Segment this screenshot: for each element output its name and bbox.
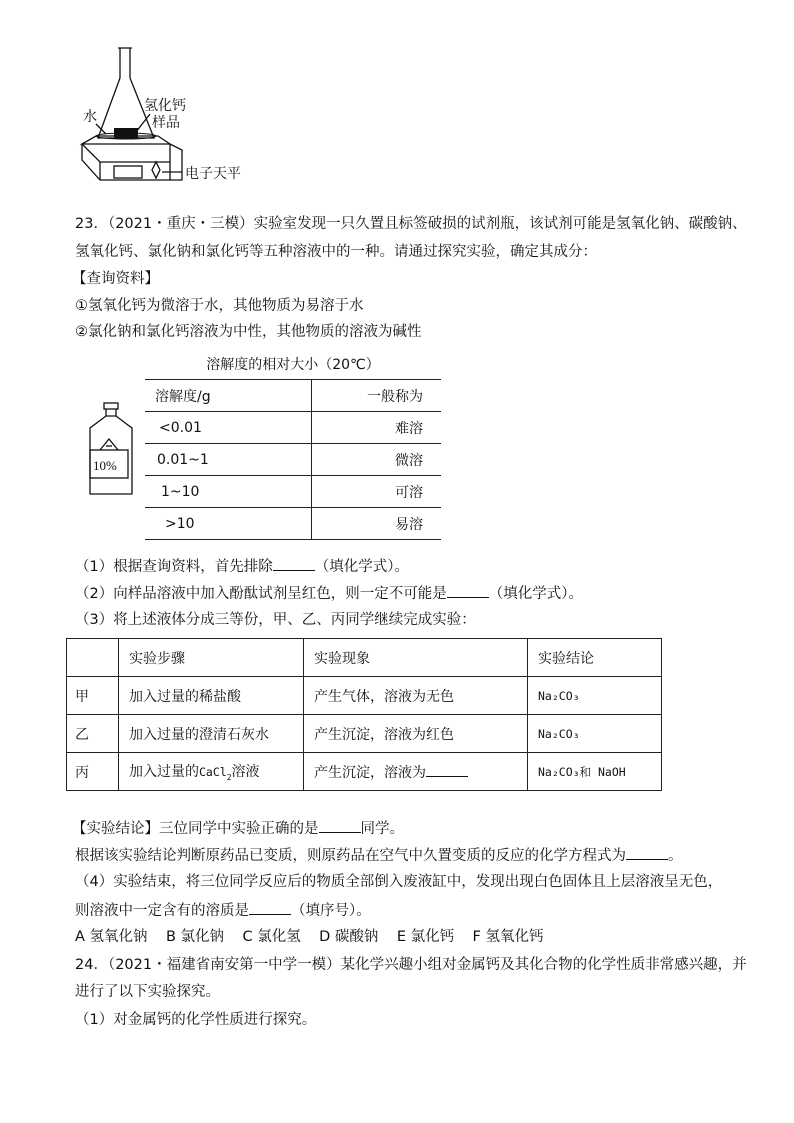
- table-cell: 加入过量的澄清石灰水: [119, 715, 304, 753]
- table-cell: 0.01~1: [145, 444, 312, 476]
- q23-conclusion-text: 【实验结论】三位同学中实验正确的是: [72, 821, 319, 837]
- table-cell: Na₂CO₃: [528, 677, 662, 715]
- reagent-bottle-figure: [86, 402, 136, 498]
- table-row: [67, 753, 662, 791]
- table-cell: Na₂CO₃: [528, 715, 662, 753]
- experiment-table: [66, 638, 662, 791]
- q23-part1: [75, 556, 409, 576]
- q23-section-data: 【查询资料】: [72, 271, 159, 287]
- table-cell: 实验现象: [304, 639, 528, 677]
- table-row: [145, 476, 441, 508]
- answer-blank[interactable]: [319, 818, 361, 833]
- table-cell: 难溶: [312, 412, 442, 444]
- table-cell: 溶解度/g: [145, 380, 312, 412]
- answer-blank[interactable]: [249, 900, 291, 915]
- table-row: [145, 444, 441, 476]
- table-cell: 实验结论: [528, 639, 662, 677]
- table-cell: <0.01: [145, 412, 312, 444]
- bottle-label: 10%: [93, 458, 117, 473]
- table-cell: 产生气体，溶液为无色: [304, 677, 528, 715]
- step-formula-subscript: 2: [226, 772, 232, 782]
- table-cell: 丙: [67, 753, 119, 791]
- step-text-suffix: 溶液: [231, 764, 260, 781]
- table-cell: 乙: [67, 715, 119, 753]
- label-water: 水: [83, 109, 97, 125]
- answer-blank[interactable]: [626, 845, 668, 860]
- step-formula: CaCl: [199, 765, 227, 780]
- q24-intro-line2: 进行了以下实验探究。: [75, 984, 220, 1000]
- answer-blank[interactable]: [447, 583, 489, 598]
- table-cell: 1~10: [145, 476, 312, 508]
- q23-options: A 氢氧化钠 B 氯化钠 C 氯化氢 D 碳酸钠 E 氯化钙 F 氢氧化钙: [75, 929, 544, 945]
- answer-blank[interactable]: [273, 556, 315, 571]
- concl-formula: Na₂CO₃: [538, 764, 580, 779]
- q23-part4-line2: [75, 900, 371, 920]
- table-cell: >10: [145, 508, 312, 540]
- table-row: [67, 715, 662, 753]
- concl-text: 和 NaOH: [579, 764, 626, 779]
- q23-intro-line1: 23．（2021・重庆・三模）实验室发现一只久置且标签破损的试剂瓶，该试剂可能是氢氧化钠、碳酸钠、: [75, 216, 747, 232]
- table-cell: 易溶: [312, 508, 442, 540]
- table-row: [67, 639, 662, 677]
- table-cell: 一般称为: [312, 380, 442, 412]
- table-row: [67, 677, 662, 715]
- table-row: [145, 412, 441, 444]
- q23-intro-line2: 氢氧化钙、氯化钠和氯化钙等五种溶液中的一种。请通过探究实验，确定其成分：: [75, 244, 597, 260]
- q23-part3: （3）将上述液体分成三等份，甲、乙、丙同学继续完成实验：: [75, 612, 476, 628]
- obs-text: 产生沉淀，溶液为: [314, 764, 426, 781]
- q23-part2-suffix: （填化学式）。: [488, 586, 583, 602]
- q23-part2: [75, 583, 583, 603]
- table-cell: 加入过量的稀盐酸: [119, 677, 304, 715]
- q23-fact2: ②氯化钠和氯化钙溶液为中性，其他物质的溶液为碱性: [75, 324, 422, 340]
- q23-part4-text: 则溶液中一定含有的溶质是: [75, 903, 249, 919]
- label-sample-line2: 样品: [152, 115, 180, 131]
- step-text: 加入过量的: [129, 764, 199, 781]
- q23-conclusion: [72, 818, 404, 838]
- q23-equation-text: 根据该实验结论判断原药品已变质，则原药品在空气中久置变质的反应的化学方程式为: [75, 848, 626, 864]
- table-cell: [304, 753, 528, 791]
- table-cell: [119, 753, 304, 791]
- table-row: [145, 508, 441, 540]
- q23-part1-suffix: （填化学式）。: [314, 559, 409, 575]
- q24-part1: （1）对金属钙的化学性质进行探究。: [75, 1012, 317, 1028]
- q23-equation: [75, 845, 683, 865]
- q23-fact1: ①氢氧化钙为微溶于水，其他物质为易溶于水: [75, 298, 364, 314]
- label-sample-line1: 氢化钙: [144, 98, 186, 114]
- q23-part2-text: （2）向样品溶液中加入酚酞试剂呈红色，则一定不可能是: [75, 586, 447, 602]
- table-cell: 甲: [67, 677, 119, 715]
- q23-part1-text: （1）根据查询资料，首先排除: [75, 559, 273, 575]
- q23-part4-suffix: （填序号）。: [291, 903, 371, 919]
- q24-intro-line1: 24．（2021・福建省南安第一中学一模）某化学兴趣小组对金属钙及其化合物的化学性质非常感兴趣，并: [75, 957, 747, 973]
- q23-part4-line1: （4）实验结束，将三位同学反应后的物质全部倒入废液缸中，发现出现白色固体且上层溶液呈无色，: [75, 874, 723, 890]
- table-cell: 实验步骤: [119, 639, 304, 677]
- table-row: [145, 380, 441, 412]
- table-cell: [67, 639, 119, 677]
- table-cell: [528, 753, 662, 791]
- table-cell: 可溶: [312, 476, 442, 508]
- table-cell: 产生沉淀，溶液为红色: [304, 715, 528, 753]
- table-cell: 微溶: [312, 444, 442, 476]
- answer-blank[interactable]: [426, 762, 468, 777]
- q23-conclusion-suffix: 同学。: [360, 821, 404, 837]
- solubility-table: [145, 379, 441, 540]
- solubility-table-caption: 溶解度的相对大小（20℃）: [206, 357, 380, 373]
- label-balance: 电子天平: [185, 166, 241, 182]
- q23-equation-suffix: 。: [668, 848, 683, 864]
